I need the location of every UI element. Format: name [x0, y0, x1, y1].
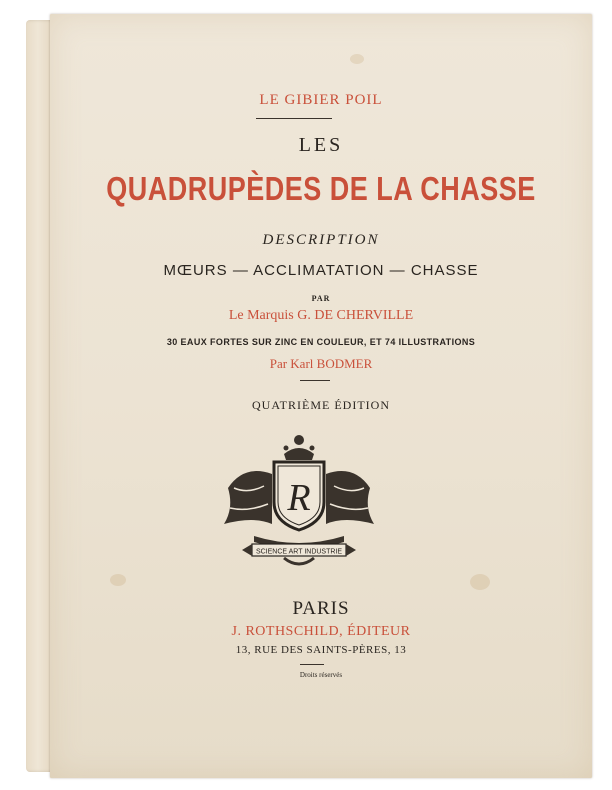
main-title: QUADRUPÈDES DE LA CHASSE [106, 170, 536, 208]
emblem-banner: SCIENCE ART INDUSTRIE [255, 548, 343, 556]
book [26, 14, 592, 778]
publisher-emblem [214, 424, 384, 574]
book-cover [50, 14, 592, 778]
rights-notice: Droits réservés [299, 671, 343, 679]
illustrations-line: 30 EAUX FORTES SUR ZINC EN COULEUR, ET 74 ILLUSTRATIONS [166, 337, 476, 347]
publisher-city: PARIS [292, 598, 350, 619]
topics-line: MŒURS — ACCLIMATATION — CHASSE [163, 262, 479, 279]
description-heading: DESCRIPTION [262, 232, 380, 248]
illustrator-name: Par Karl BODMER [269, 356, 373, 371]
illustrator-rule [300, 380, 330, 381]
address-rule [300, 664, 324, 665]
series-title: LE GIBIER POIL [259, 92, 383, 108]
publisher-address: 13, RUE DES SAINTS-PÈRES, 13 [235, 644, 407, 656]
title-article: LES [298, 134, 344, 156]
par-author: PAR [311, 294, 331, 303]
edition: QUATRIÈME ÉDITION [252, 398, 390, 412]
series-rule [256, 118, 332, 119]
author-name: Le Marquis G. DE CHERVILLE [228, 308, 414, 323]
emblem-monogram: R [287, 477, 311, 519]
publisher-name: J. ROTHSCHILD, ÉDITEUR [231, 624, 411, 639]
